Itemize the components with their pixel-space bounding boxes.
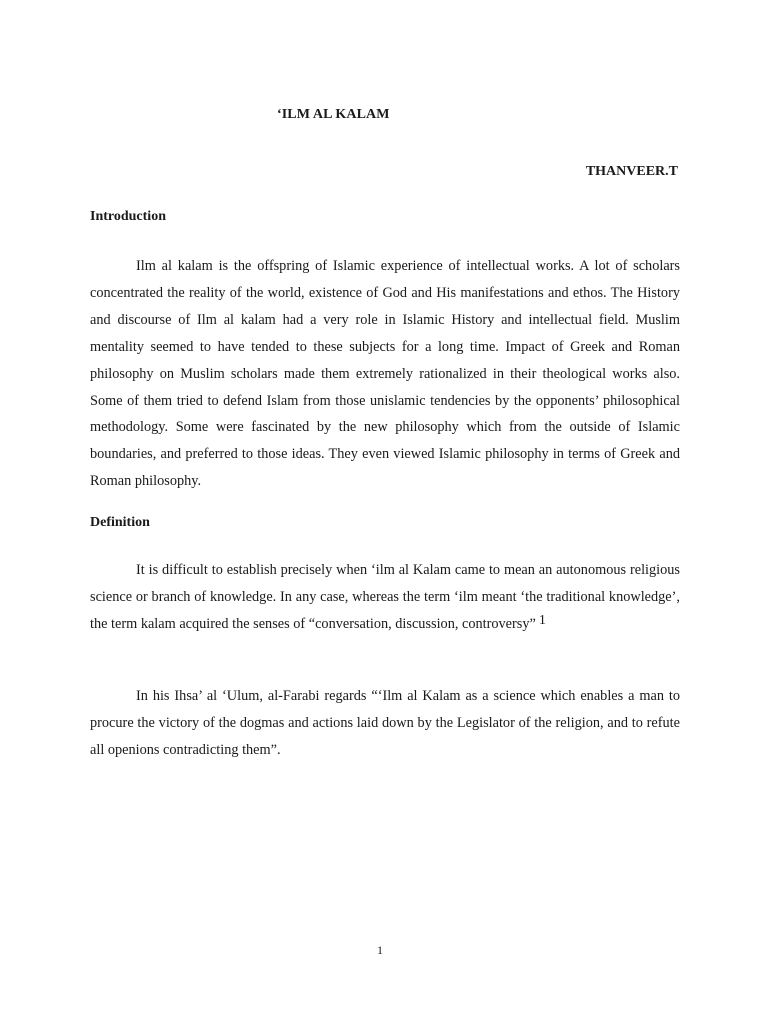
definition-heading: Definition (90, 515, 150, 530)
page-number: 1 (377, 943, 383, 957)
definition-paragraph-2: In his Ihsa’ al ‘Ulum, al-Farabi regards “‘Ilm al Kalam as a science which enables a man to procure the victory of the dogmas and actions laid down by the Legislator of the religion, and to refute all openions contradicting them”. (90, 688, 680, 758)
definition-paragraph-1-text: It is difficult to establish precisely when ‘ilm al Kalam came to mean an autonomous religious science or branch of knowledge. In any case, whereas the term ‘ilm meant ‘the traditional knowledge’, the term kalam acquired the senses of “conversation, discussion, controversy” (90, 562, 680, 632)
document-title: ‘ILM AL KALAM (277, 107, 390, 122)
definition-paragraph-1 (90, 557, 680, 638)
author-name: THANVEER.T (585, 164, 678, 179)
introduction-paragraph: Ilm al kalam is the offspring of Islamic experience of intellectual works. A lot of scholars concentrated the reality of the world, existence of God and His manifestations and ethos. The History and discourse of Ilm al kalam had a very role in Islamic History and intellectual field. Muslim mentality seemed to have tended to these subjects for a long time. Impact of Greek and Roman philosophy on Muslim scholars made them extremely rationalized in their theological works also. Some of them tried to defend Islam from those unislamic tendencies by the opponents’ philosophical methodology. Some were fascinated by the new philosophy which from the outside of Islamic boundaries, and preferred to those ideas. They even viewed Islamic philosophy in terms of Greek and Roman philosophy. (90, 258, 680, 490)
introduction-heading: Introduction (90, 209, 166, 224)
footnote-reference: 1 (538, 613, 546, 628)
